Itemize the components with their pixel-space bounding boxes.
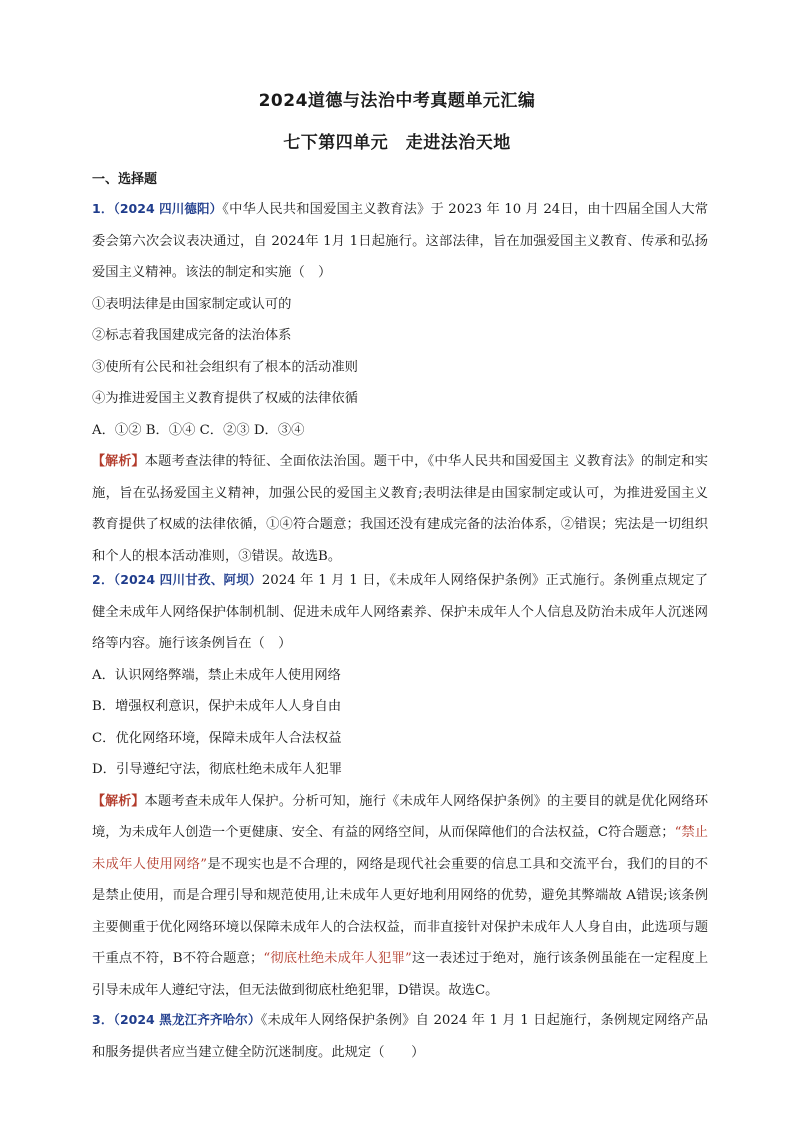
analysis-text: 本题考查未成年人保护。分析可知，施行《未成年人网络保护条例》的主要目的就是优化网络环境，为未成年人创造一个更健康、安全、有益的网络空间，从而保障他们的合法权益，C符合题意；	[92, 793, 708, 840]
option-a: A．认识网络弊端，禁止未成年人使用网络	[92, 667, 341, 683]
section-heading: 一、选择题	[92, 172, 158, 187]
question-number: 1．	[92, 201, 114, 216]
analysis-tag: 【解析】	[92, 454, 145, 469]
analysis-text: 这一表述过于绝对，施行该条例虽能在一定程度上引导未成年人遵纪守法，但无法做到彻底杜绝犯罪，D错误。故选C。	[92, 951, 709, 998]
question-stem	[92, 193, 708, 289]
quoted-option-d: “彻底杜绝未成年人犯罪”	[263, 951, 412, 966]
question-number: 3．	[92, 1012, 114, 1027]
document-subtitle: 七下第四单元 走进法治天地	[283, 133, 511, 153]
question-source: （2024 黑龙江齐齐哈尔）	[113, 1012, 261, 1027]
statement-1: ①表明法律是由国家制定或认可的	[92, 296, 292, 312]
statement-4: ④为推进爱国主义教育提供了权威的法律依循	[92, 391, 358, 406]
option-c: C．优化网络环境，保障未成年人合法权益	[92, 730, 342, 746]
quoted-option-a: “禁止未成年人使用网络”	[92, 825, 708, 872]
question-source: （2024 四川甘孜、阿坝）	[113, 572, 262, 587]
question-stem	[92, 1004, 708, 1068]
question-2	[92, 564, 708, 1006]
question-text: 《未成年人网络保护条例》自 2024 年 1 月 1 日起施行，条例规定网络产品和服务提供者应当建立健全防沉迷制度。此规定（ ）	[92, 1013, 709, 1060]
question-3	[92, 1004, 708, 1068]
analysis-text: 本题考查法律的特征、全面依法治国。题干中，《中华人民共和国爱国主 义教育法》的制定和实施，旨在弘扬爱国主义精神，加强公民的爱国主义教育;表明法律是由国家制定或认可，为推进爱国主义教育提供了权威的法律依循，①④符合题意；我国还没有建成完备的法治体系，②错误；宪法是一切组织和个人的根本活动准则，③错误。故选B。	[92, 454, 708, 564]
question-number: 2．	[92, 572, 114, 587]
answer-options: A．①② B．①④ C．②③ D．③④	[92, 422, 305, 438]
question-text: 《中华人民共和国爱国主义教育法》于 2023 年 10 月 24日，由十四届全国人大常委会第六次会议表决通过，自 2024年 1月 1日起施行。这部法律，旨在加强爱国主义教育、传承和弘扬爱国主义精神。该法的制定和实施（ ）	[92, 202, 708, 280]
option-b: B．增强权利意识，保护未成年人人身自由	[92, 699, 342, 714]
document-title: 2024道德与法治中考真题单元汇编	[258, 91, 536, 111]
option-d: D．引导遵纪守法，彻底杜绝未成年人犯罪	[92, 762, 343, 777]
statement-3: ③使所有公民和社会组织有了根本的活动准则	[92, 359, 358, 375]
question-stem	[92, 564, 708, 660]
question-text: 2024 年 1 月 1 日，《未成年人网络保护条例》正式施行。条例重点规定了健全未成年人网络保护体制机制、促进未成年人网络素养、保护未成年人个人信息及防治未成年人沉迷网络等内容。施行该条例旨在（ ）	[92, 573, 709, 651]
question-1	[92, 193, 708, 572]
statement-2: ②标志着我国建成完备的法治体系	[92, 328, 292, 343]
analysis	[92, 446, 708, 572]
analysis	[92, 786, 708, 1007]
question-source: （2024 四川德阳）	[113, 201, 223, 216]
analysis-text: 是不现实也是不合理的，网络是现代社会重要的信息工具和交流平台，我们的目的不是禁止使用，而是合理引导和规范使用,让未成年人更好地利用网络的优势，避免其弊端故 A错误;该条例主要侧重于优化网络环境以保障未成年人的合法权益，而非直接针对保护未成年人人身自由，此选项与题干重点不符，B不符合题意；	[92, 856, 708, 966]
analysis-tag: 【解析】	[92, 793, 145, 809]
